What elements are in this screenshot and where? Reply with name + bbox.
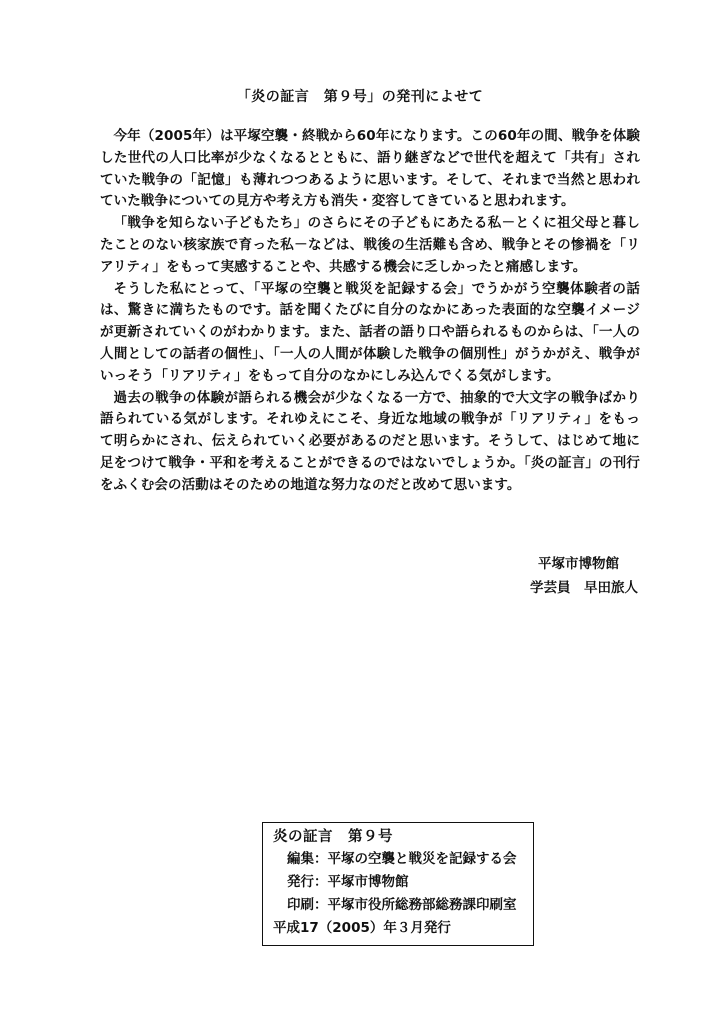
paragraph: 今年（2005年）は平塚空襲・終戦から60年になります。この60年の間、戦争を体験した世代の人口比率が少なくなるとともに、語り継ぎなどで世代を超えて「共有」されていた戦争の「記憶」も薄れつつあるように思います。そして、それまで当然と思われていた戦争についての見方や考え方も消失・変容してきていると思われます。 bbox=[100, 128, 640, 210]
colophon-title: 炎の証言 第９号 bbox=[273, 829, 393, 845]
signature-author: 学芸員 早田旅人 bbox=[530, 580, 638, 596]
colophon-printer: 印刷：平塚市役所総務部総務課印刷室 bbox=[287, 897, 517, 913]
paragraph: そうした私にとって、「平塚の空襲と戦災を記録する会」でうかがう空襲体験者の話は、驚きに満ちたものです。話を聞くたびに自分のなかにあった表面的な空襲イメージが更新されていくのがわかります。また、話者の語り口や語られるものからは、「一人の人間としての話者の個性」、「一人の人間が体験した戦争の個別性」がうかがえ、戦争がいっそう「リアリティ」をもって自分のなかにしみ込んでくる気がします。 bbox=[100, 280, 640, 384]
page-title: 「炎の証言 第９号」の発刊によせて bbox=[236, 89, 484, 105]
signature-block bbox=[530, 552, 638, 600]
colophon-editor: 編集：平塚の空襲と戦災を記録する会 bbox=[287, 851, 517, 867]
colophon-box bbox=[262, 822, 534, 946]
paragraph: 「戦争を知らない子どもたち」のさらにその子どもにあたる私－とくに祖父母と暮したことのない核家族で育った私－などは、戦後の生活難も含め、戦争とその惨禍を「リアリティ」をもって実感することや、共感する機会に乏しかったと痛感します。 bbox=[100, 215, 640, 275]
colophon-date: 平成17（2005）年３月発行 bbox=[273, 920, 451, 936]
article-body bbox=[100, 126, 640, 497]
colophon-publisher: 発行：平塚市博物館 bbox=[287, 874, 409, 890]
paragraph: 過去の戦争の体験が語られる機会が少なくなる一方で、抽象的で大文字の戦争ばかり語られている気がします。それゆえにこそ、身近な地域の戦争が「リアリティ」をもって明らかにされ、伝えられていく必要があるのだと思います。そうして、はじめて地に足をつけて戦争・平和を考えることができるのではないでしょうか。「炎の証言」の刊行をふくむ会の活動はそのための地道な努力なのだと改めて思います。 bbox=[100, 389, 640, 493]
signature-organization: 平塚市博物館 bbox=[538, 556, 619, 572]
